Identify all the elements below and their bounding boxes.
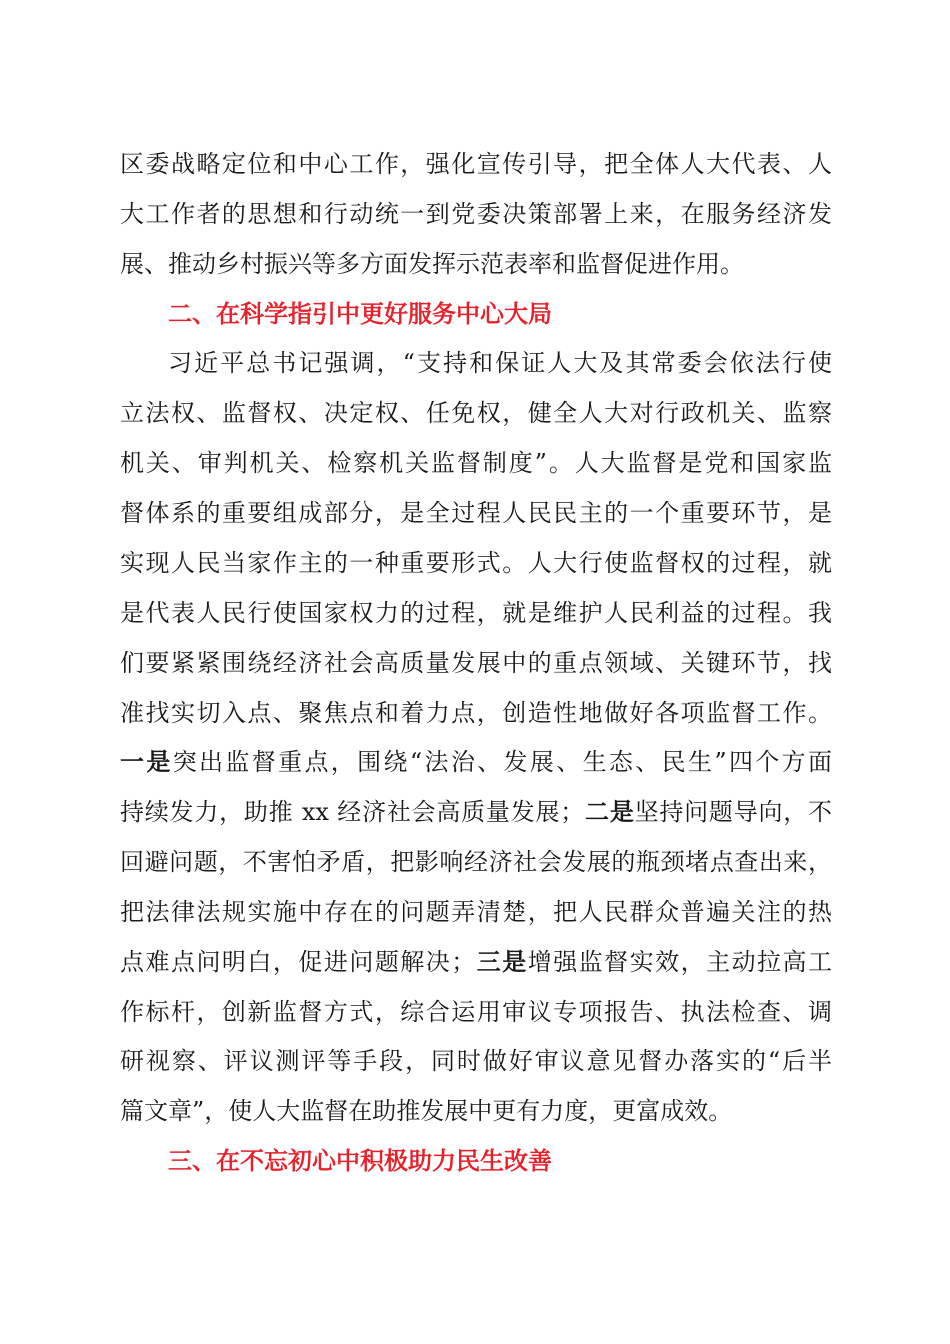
paragraph-line: 大工作者的思想和行动统一到党委决策部署上来，在服务经济发 xyxy=(120,200,832,228)
emphasis-second: 二是 xyxy=(584,798,635,826)
paragraph-text: 增强监督实效，主动拉高工 xyxy=(527,948,833,976)
paragraph-text: 点难点问明白，促进问题解决； xyxy=(120,948,476,976)
emphasis-first: 一是 xyxy=(120,748,173,776)
paragraph-line xyxy=(120,942,832,982)
paragraph-text: 持续发力，助推 xx 经济社会高质量发展； xyxy=(120,798,585,826)
paragraph-line xyxy=(120,742,832,782)
paragraph-line xyxy=(120,792,832,832)
paragraph-line: 把法律法规实施中存在的问题弄清楚，把人民群众普遍关注的热 xyxy=(120,898,832,926)
paragraph-line: 回避问题，不害怕矛盾，把影响经济社会发展的瓶颈堵点查出来， xyxy=(120,848,832,876)
paragraph-line: 机关、审判机关、检察机关监督制度”。人大监督是党和国家监 xyxy=(120,449,832,477)
emphasis-third: 三是 xyxy=(475,948,528,976)
paragraph-line: 篇文章”，使人大监督在助推发展中更有力度，更富成效。 xyxy=(120,1097,733,1125)
paragraph-line: 实现人民当家作主的一种重要形式。人大行使监督权的过程，就 xyxy=(120,549,832,577)
paragraph-line: 研视察、评议测评等手段，同时做好审议意见督办落实的“后半 xyxy=(120,1047,832,1075)
paragraph-line: 区委战略定位和中心工作，强化宣传引导，把全体人大代表、人 xyxy=(120,150,832,178)
paragraph-line: 们要紧紧围绕经济社会高质量发展中的重点领域、关键环节，找 xyxy=(120,649,832,677)
paragraph-line: 是代表人民行使国家权力的过程，就是维护人民利益的过程。我 xyxy=(120,599,832,627)
paragraph-line: 习近平总书记强调，“支持和保证人大及其常委会依法行使 xyxy=(168,349,832,377)
section-heading-2: 二、在科学指引中更好服务中心大局 xyxy=(168,300,552,328)
paragraph-text: 坚持问题导向，不 xyxy=(634,798,833,826)
paragraph-line: 作标杆，创新监督方式，综合运用审议专项报告、执法检查、调 xyxy=(120,998,832,1026)
paragraph-line: 准找实切入点、聚焦点和着力点，创造性地做好各项监督工作。 xyxy=(120,699,832,727)
section-heading-3: 三、在不忘初心中积极助力民生改善 xyxy=(168,1147,552,1175)
paragraph-line: 展、推动乡村振兴等多方面发挥示范表率和监督促进作用。 xyxy=(120,250,744,278)
paragraph-line: 立法权、监督权、决定权、任免权，健全人大对行政机关、监察 xyxy=(120,399,832,427)
paragraph-line: 督体系的重要组成部分，是全过程人民民主的一个重要环节，是 xyxy=(120,499,832,527)
paragraph-text: 突出监督重点，围绕“法治、发展、生态、民生”四个方面 xyxy=(172,748,832,776)
